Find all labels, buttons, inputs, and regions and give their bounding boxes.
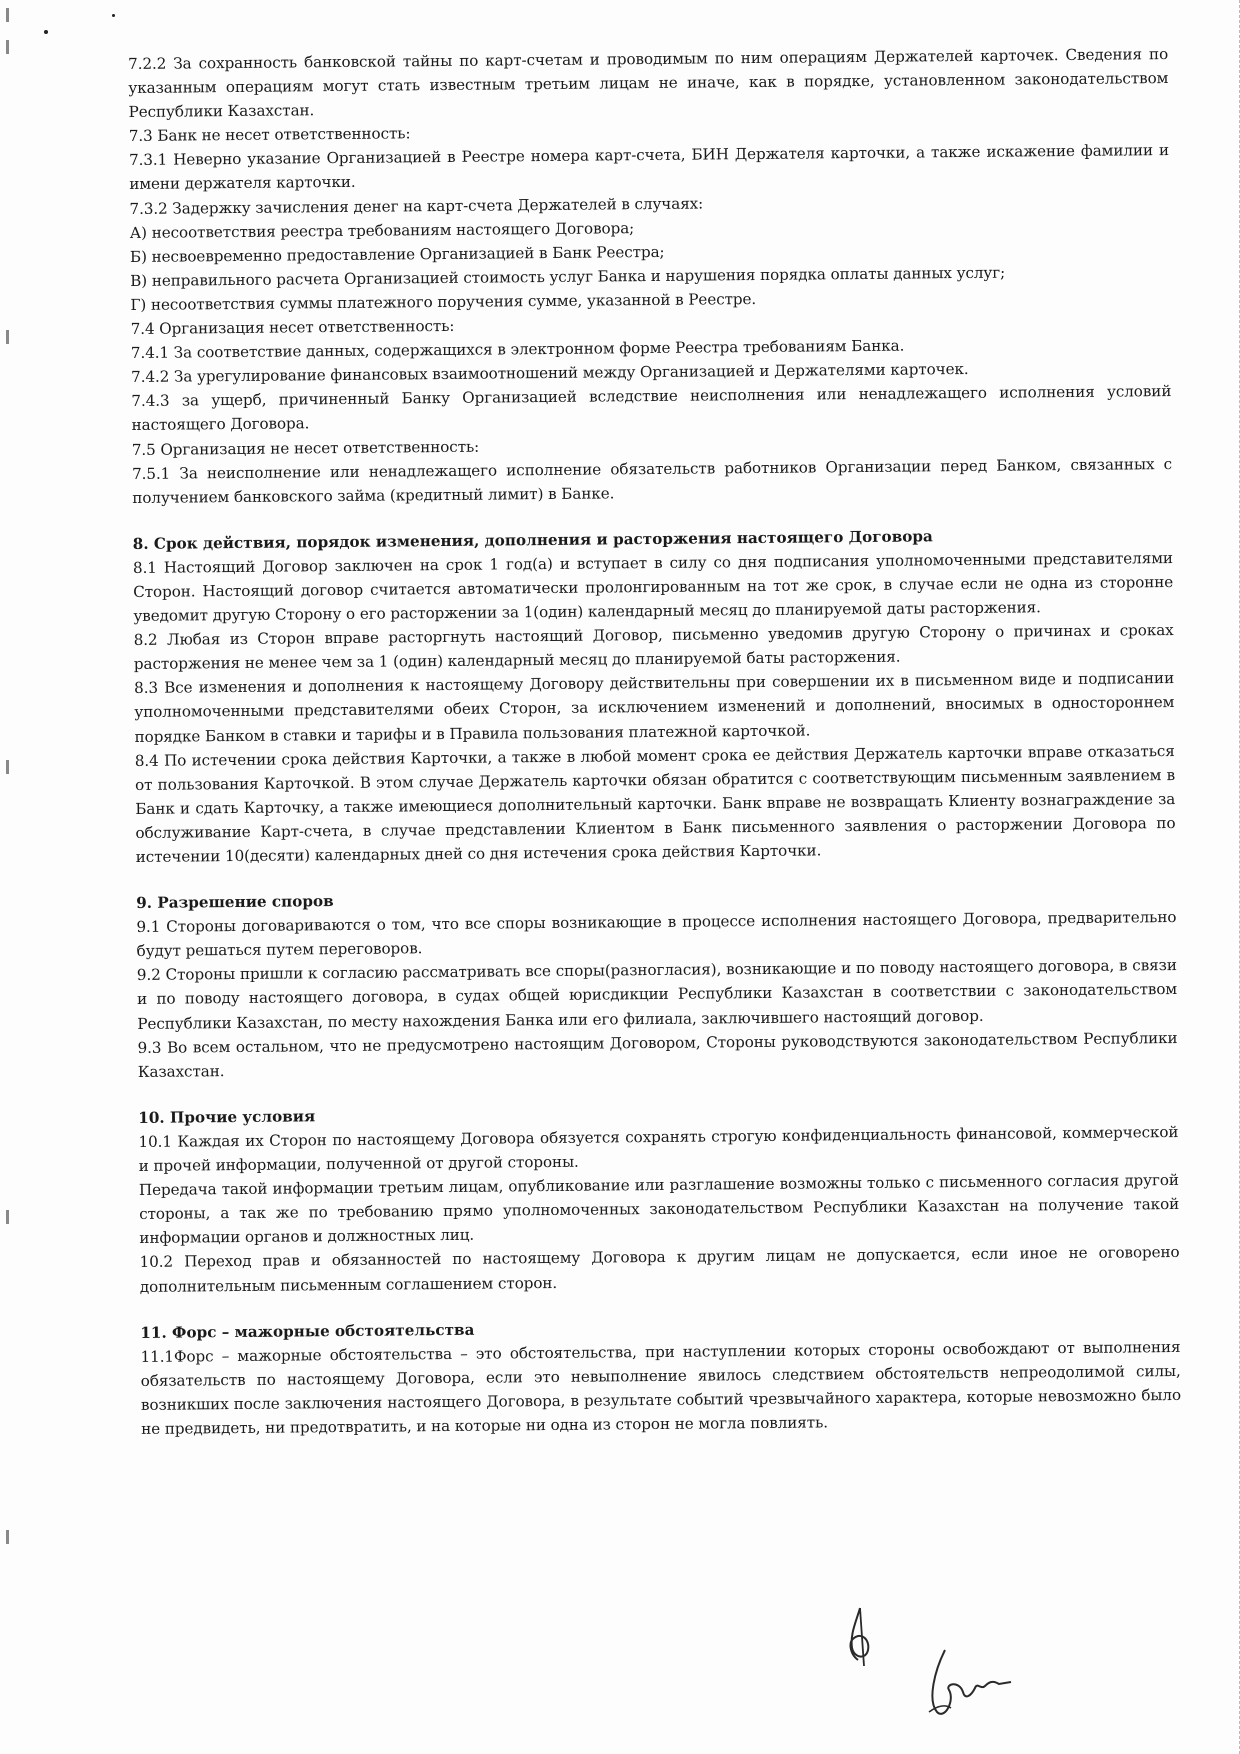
scan-dot — [112, 14, 115, 17]
paragraph-7-3: 7.3 Банк не несет ответственность: — [128, 124, 411, 146]
section-10-heading: 10. Прочие условия — [138, 1107, 316, 1127]
scan-dot — [44, 30, 48, 34]
paragraph-7-5: 7.5 Организация не несет ответственность: — [131, 437, 480, 459]
list-item-a: А) несоответствия реестра требованиям настоящего Договора; — [129, 218, 635, 242]
paragraph-8-2: 8.2 Любая из Сторон вправе расторгнуть настоящий Договор, письменно уведомив другую Сторону о причинах и сроках расторжения не менее чем за 1 (один) календарный месяц до планируемой баты расторжения. — [133, 621, 1174, 674]
scan-left-edge — [2, 0, 8, 1754]
paragraph-7-2-2: 7.2.2 За сохранность банковской тайны по карт-счетам и проводимым по ним операциям Держателей карточек. Сведения по указанным операциям могут стать известным третьим лицам не иначе, как в порядке, установленном законодательством Республики Казахстан. — [128, 45, 1169, 122]
section-9-heading: 9. Разрешение споров — [136, 892, 334, 913]
list-item-v: В) неправильного расчета Организацией стоимость услуг Банка и нарушения порядка оплаты данных услуг; — [130, 263, 1006, 290]
paragraph-8-3: 8.3 Все изменения и дополнения к настоящему Договору действительны при совершении их в письменном виде и подписании уполномоченными представителями обеих Сторон, за исключением изменений и дополнений, вносимых в одностороннем порядке Банком в ставки и тарифы и в Правила пользования платежной карточкой. — [134, 669, 1175, 746]
paragraph-10-1: 10.1 Каждая их Сторон по настоящему Договора обязуется сохранять строгую конфиденциальность финансовой, коммерческой и прочей информации, полученной от другой стороны. — [138, 1122, 1179, 1175]
paragraph-10-2: 10.2 Переход прав и обязанностей по настоящему Договора к другим лицам не допускается, если иное не оговорено дополнительным письменным соглашением сторон. — [139, 1243, 1180, 1296]
signature-initial — [820, 1600, 900, 1680]
section-8-heading: 8. Срок действия, порядок изменения, дополнения и расторжения настоящего Договора — [132, 527, 933, 553]
paragraph-8-1: 8.1 Настоящий Договор заключен на срок 1 год(а) и вступает в силу со дня подписания уполномоченными представителями Сторон. Настоящий договор считается автоматически пролонгированным на тот же срок, в случае если не одна из сторонне уведомит другую Сторону о его расторжении за 1(один) календарный месяц до планируемой даты расторжения. — [132, 548, 1174, 626]
scan-right-edge — [1236, 0, 1240, 1754]
paragraph-10-1-cont: Передача такой информации третьим лицам, опубликование или разглашение возможны только с письменного согласия другой стороны, а так же по требованию прямо уполномоченных законодательством Республики Казахстан на получение такой информации органов и должностных лиц. — [138, 1171, 1180, 1248]
section-11-heading: 11. Форс – мажорные обстоятельства — [140, 1320, 475, 1342]
document-body — [128, 42, 1181, 1441]
paragraph-7-3-1: 7.3.1 Неверно указание Организацией в Реестре номера карт-счета, БИН Держателя карточки, а также искажение фамилии и имени держателя карточки. — [128, 141, 1170, 194]
paragraph-9-1: 9.1 Стороны договариваются о том, что все споры возникающие в процессе исполнения настоящего Договора, предварительно будут решаться путем переговоров. — [136, 908, 1177, 961]
paragraph-7-4-3: 7.4.3 за ущерб, причиненный Банку Организацией вследствие неисполнения или ненадлежащего исполнения условий настоящего Договора. — [131, 382, 1172, 435]
paragraph-8-4: 8.4 По истечении срока действия Карточки, а также в любой момент срока ее действия Держатель карточки вправе отказаться от пользования Карточкой. В этом случае Держатель карточки обязан обратится с соответствующим письменным заявлением в Банк и сдать Карточку, а также имеющиеся дополнительный карточки. Банк вправе не возвращать Клиенту вознаграждение за обслуживание Карт-счета, в случае представлении Клиентом в Банк письменного заявления о расторжении Договора по истечении 10(десяти) календарных дней со дня истечения срока действия Карточки. — [134, 741, 1176, 866]
paragraph-7-5-1: 7.5.1 За неисполнение или ненадлежащего исполнение обязательств работников Организации перед Банком, связанных с получением банковского займа (кредитный лимит) в Банке. — [131, 454, 1173, 507]
list-item-b: Б) несвоевременно предоставление Организацией в Банк Реестра; — [129, 242, 665, 266]
paragraph-11-1: 11.1Форс – мажорные обстоятельства – это обстоятельства, при наступлении которых стороны освобождают от выполнения обязательств по настоящему Договора, если это невыполнение явилось следствием обстоятельств непреодолимой силы, возникших после заключения настоящего Договора, в результате событий чрезвычайного характера, которые невозможно было не предвидеть, ни предотвратить, и на которые ни одна из сторон не могла повлиять. — [140, 1337, 1182, 1438]
paragraph-7-4: 7.4 Организация несет ответственность: — [130, 316, 455, 339]
paragraph-9-3: 9.3 Во всем остальном, что не предусмотрено настоящим Договором, Стороны руководствуются законодательством Республики Казахстан. — [137, 1028, 1178, 1081]
paragraph-7-4-2: 7.4.2 За урегулирование финансовых взаимоотношений между Организацией и Держателями карточек. — [131, 360, 969, 387]
paragraph-7-3-2: 7.3.2 Задержку зачисления денег на карт-счета Держателей в случаях: — [129, 194, 704, 218]
paragraph-9-2: 9.2 Стороны пришли к согласию рассматривать все споры(разногласия), возникающие и по поводу настоящего договора, в связи и по поводу настоящего договора, в судах общей юрисдикции Республики Казахстан в соответствии с законодательством Республики Казахстан, по месту нахождения Банка или его филиала, заключившего настоящий договор. — [136, 956, 1178, 1033]
paragraph-7-4-1: 7.4.1 За соответствие данных, содержащихся в электронном форме Реестра требованиям Банка. — [130, 336, 905, 363]
list-item-g: Г) несоответствия суммы платежного поручения сумме, указанной в Реестре. — [130, 289, 757, 314]
signature-main — [915, 1640, 1035, 1730]
